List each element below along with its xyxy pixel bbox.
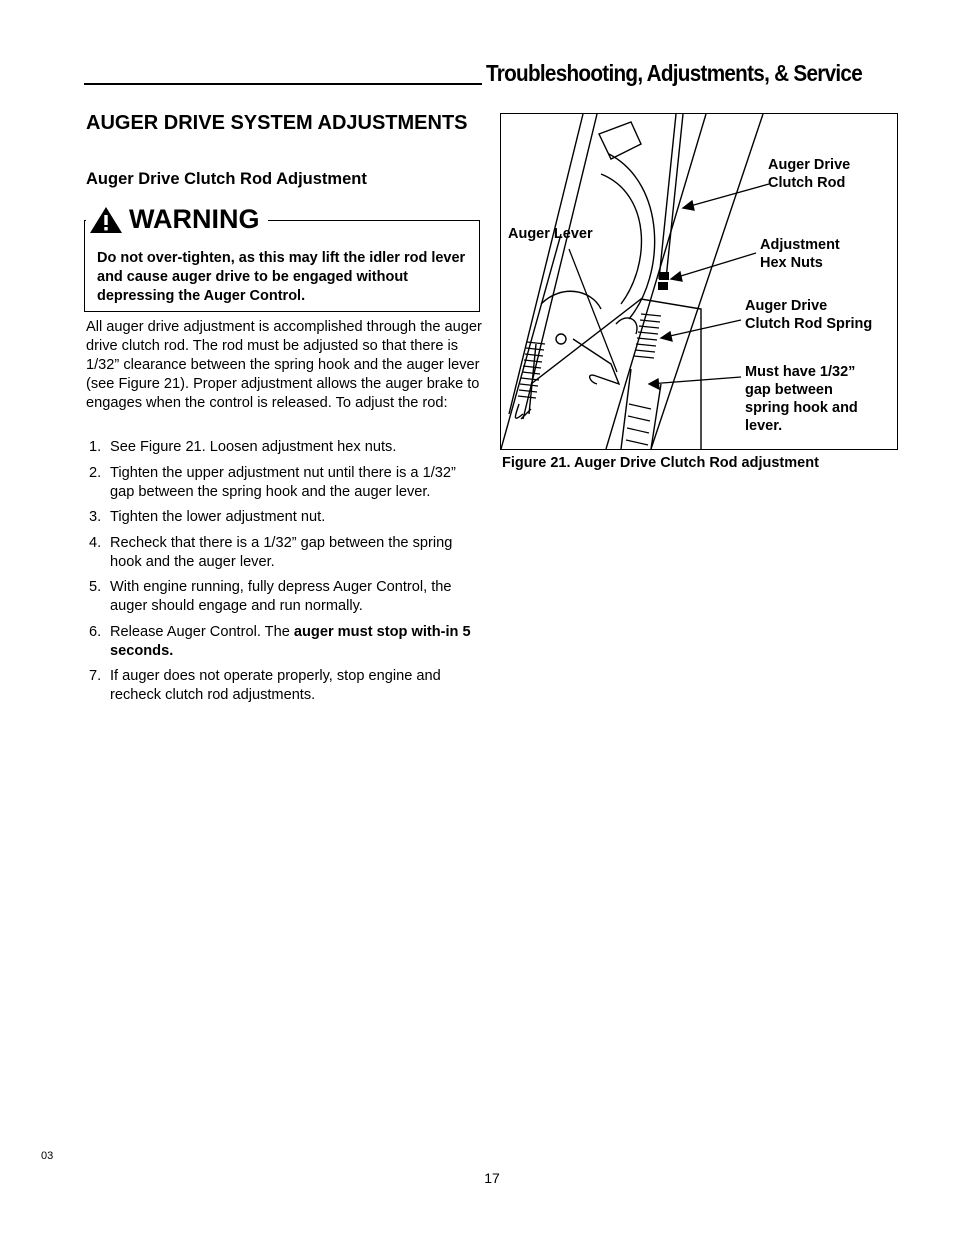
figure-caption: Figure 21. Auger Drive Clutch Rod adjustment [502, 455, 819, 471]
step-item [86, 464, 484, 502]
step-item [86, 508, 484, 527]
step-number: 4. [89, 534, 102, 551]
warning-text: Do not over-tighten, as this may lift the idler rod lever and cause auger drive to be engaged without depressing the Auger Control. [97, 250, 466, 304]
callout-spring: Auger Drive Clutch Rod Spring [745, 298, 873, 332]
step-item [86, 438, 484, 457]
section-title: AUGER DRIVE SYSTEM ADJUSTMENTS [86, 112, 468, 134]
warning-triangle-icon [88, 205, 124, 235]
callout-auger-lever: Auger Lever [508, 226, 593, 242]
step-text: Tighten the upper adjustment nut until there is a 1/32” gap between the spring hook and the auger lever. [110, 464, 456, 500]
callout-hex-nuts: Adjustment Hex Nuts [760, 237, 840, 271]
page-number: 17 [484, 1170, 500, 1186]
step-text: If auger does not operate properly, stop engine and recheck clutch rod adjustments. [110, 668, 441, 703]
callout-gap: Must have 1/32” gap between spring hook and lever. [745, 364, 858, 434]
figure-21 [500, 113, 898, 450]
step-text: Release Auger Control. The [110, 623, 294, 640]
header-rule [84, 83, 482, 85]
warning-label: WARNING [129, 204, 260, 234]
step-number: 1. [89, 439, 102, 455]
step-text: See Figure 21. Loosen adjustment hex nuts. [110, 439, 397, 455]
step-number: 5. [89, 579, 102, 595]
step-number: 2. [89, 464, 102, 481]
warning-heading [86, 204, 268, 235]
document-code: 03 [41, 1150, 54, 1162]
step-number: 3. [89, 509, 102, 525]
subsection-title: Auger Drive Clutch Rod Adjustment [86, 170, 367, 188]
step-text: Tighten the lower adjustment nut. [110, 509, 326, 525]
step-text: Recheck that there is a 1/32” gap between the spring hook and the auger lever. [110, 534, 453, 570]
step-emphasis: auger must stop with-in 5 seconds. [110, 623, 471, 659]
step-item [86, 578, 484, 616]
intro-paragraph: All auger drive adjustment is accomplished through the auger drive clutch rod. The rod must be adjusted so that there is 1/32” clearance between the spring hook and the auger lever (see Figure 21). Proper adjustment allows the auger brake to engages when the control is released. To adjust the rod: [86, 319, 482, 411]
step-item [86, 623, 484, 661]
page-header-title: Troubleshooting, Adjustments, & Service [486, 60, 863, 86]
step-text: With engine running, fully depress Auger Control, the auger should engage and run normally. [110, 579, 452, 614]
step-number: 7. [89, 668, 102, 684]
adjustment-steps [86, 438, 484, 712]
callout-clutch-rod: Auger Drive Clutch Rod [768, 157, 851, 191]
step-item [86, 534, 484, 572]
step-item [86, 667, 484, 705]
step-number: 6. [89, 623, 102, 640]
